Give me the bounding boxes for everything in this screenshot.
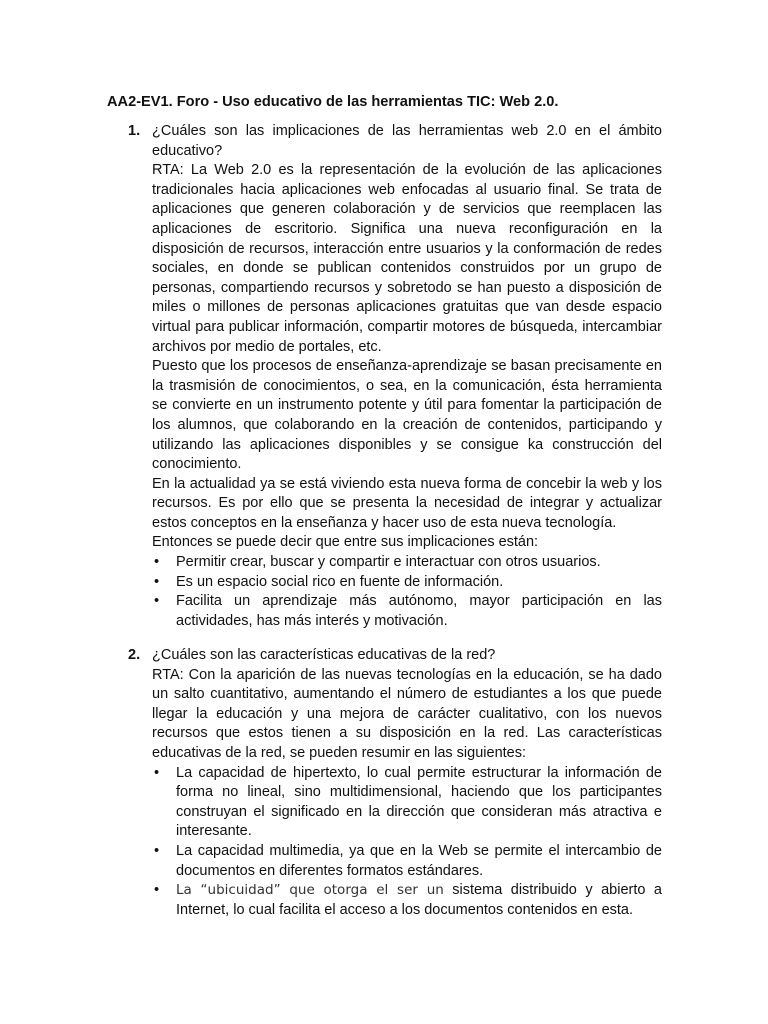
list-item — [152, 573, 662, 593]
bullet-icon: • — [154, 573, 160, 590]
answer-paragraph: Entonces se puede decir que entre sus implicaciones están: — [152, 534, 539, 551]
question-text: ¿Cuáles son las implicaciones de las herramientas web 2.0 en el ámbito educativo? — [152, 123, 662, 159]
list-item-text: sistema distribuido y abierto a Internet, lo cual facilita el acceso a los documentos contenidos en esta. — [176, 882, 662, 918]
characteristics-list — [152, 764, 662, 921]
list-item-text-mono: La “ubicuidad” que otorga el ser un — [176, 882, 444, 899]
list-item-text: La capacidad de hipertexto, lo cual permite estructurar la información de forma no lineal, sino multidimensional, haciendo que los participantes construyan el significado en la dirección que consideran más atractiva e interesante. — [176, 764, 662, 840]
question-text: ¿Cuáles son las características educativas de la red? — [152, 647, 496, 663]
bullet-icon: • — [154, 593, 160, 610]
list-item-text: Facilita un aprendizaje más autónomo, mayor participación en las actividades, has más interés y motivación. — [176, 593, 662, 629]
answer-paragraph: Puesto que los procesos de enseñanza-aprendizaje se basan precisamente en la trasmisión de conocimientos, o sea, en la comunicación, ésta herramienta se convierte en un instrumento potente y útil para fomentar la participación de los alumnos, que colaborando en la creación de contenidos, participando y utilizando las aplicaciones disponibles y se consigue ka construcción del conocimiento. — [152, 358, 662, 473]
list-item — [152, 553, 662, 573]
implications-list — [152, 553, 662, 631]
bullet-icon: • — [154, 554, 160, 571]
question-number: 1. — [128, 123, 141, 139]
bullet-icon: • — [154, 764, 160, 781]
list-item — [152, 881, 662, 920]
list-item-text: La capacidad multimedia, ya que en la Web se permite el intercambio de documentos en diferentes formatos estándares. — [176, 842, 662, 879]
list-item — [152, 764, 662, 842]
list-item — [152, 842, 662, 881]
answer-paragraph: RTA: Con la aparición de las nuevas tecnologías en la educación, se ha dado un salto cuantitativo, aumentando el número de estudiantes a los que puede llegar la educación y una mejora de carácter cualitativo, con los nuevos recursos que estos tienen a su disposición en la red. Las características educativas de la red, se pueden resumir en las siguientes: — [152, 666, 662, 761]
question-number: 2. — [128, 647, 141, 663]
question-body — [152, 646, 662, 920]
question-body — [152, 122, 662, 631]
bullet-icon: • — [154, 882, 160, 899]
answer-paragraph: En la actualidad ya se está viviendo esta nueva forma de concebir la web y los recursos. Es por ello que se presenta la necesidad de integrar y actualizar estos conceptos en la enseñanza y hacer uso de esta nueva tecnología. — [152, 475, 662, 531]
list-item-text: Es un espacio social rico en fuente de información. — [176, 573, 504, 590]
answer-paragraph: RTA: La Web 2.0 es la representación de la evolución de las aplicaciones tradicionales hacia aplicaciones web enfocadas al usuario final. Se trata de aplicaciones que generen colaboración y de servicios que reemplacen las aplicaciones de escritorio. Significa una nueva reconfiguración en la disposición de recursos, interacción entre usuarios y la conformación de redes sociales, en donde se publican contenidos construidos por un grupo de personas, compartiendo recursos y sobretodo se han puesto a disposición de miles o millones de personas aplicaciones gratuitas que van desde espacio virtual para publicar información, compartir motores de búsqueda, intercambiar archivos por medio de portales, etc. — [152, 162, 662, 355]
bullet-icon: • — [154, 842, 160, 859]
list-item — [152, 592, 662, 631]
document-title: AA2-EV1. Foro - Uso educativo de las herramientas TIC: Web 2.0. — [107, 94, 559, 110]
list-item-text: Permitir crear, buscar y compartir e interactuar con otros usuarios. — [176, 554, 601, 571]
